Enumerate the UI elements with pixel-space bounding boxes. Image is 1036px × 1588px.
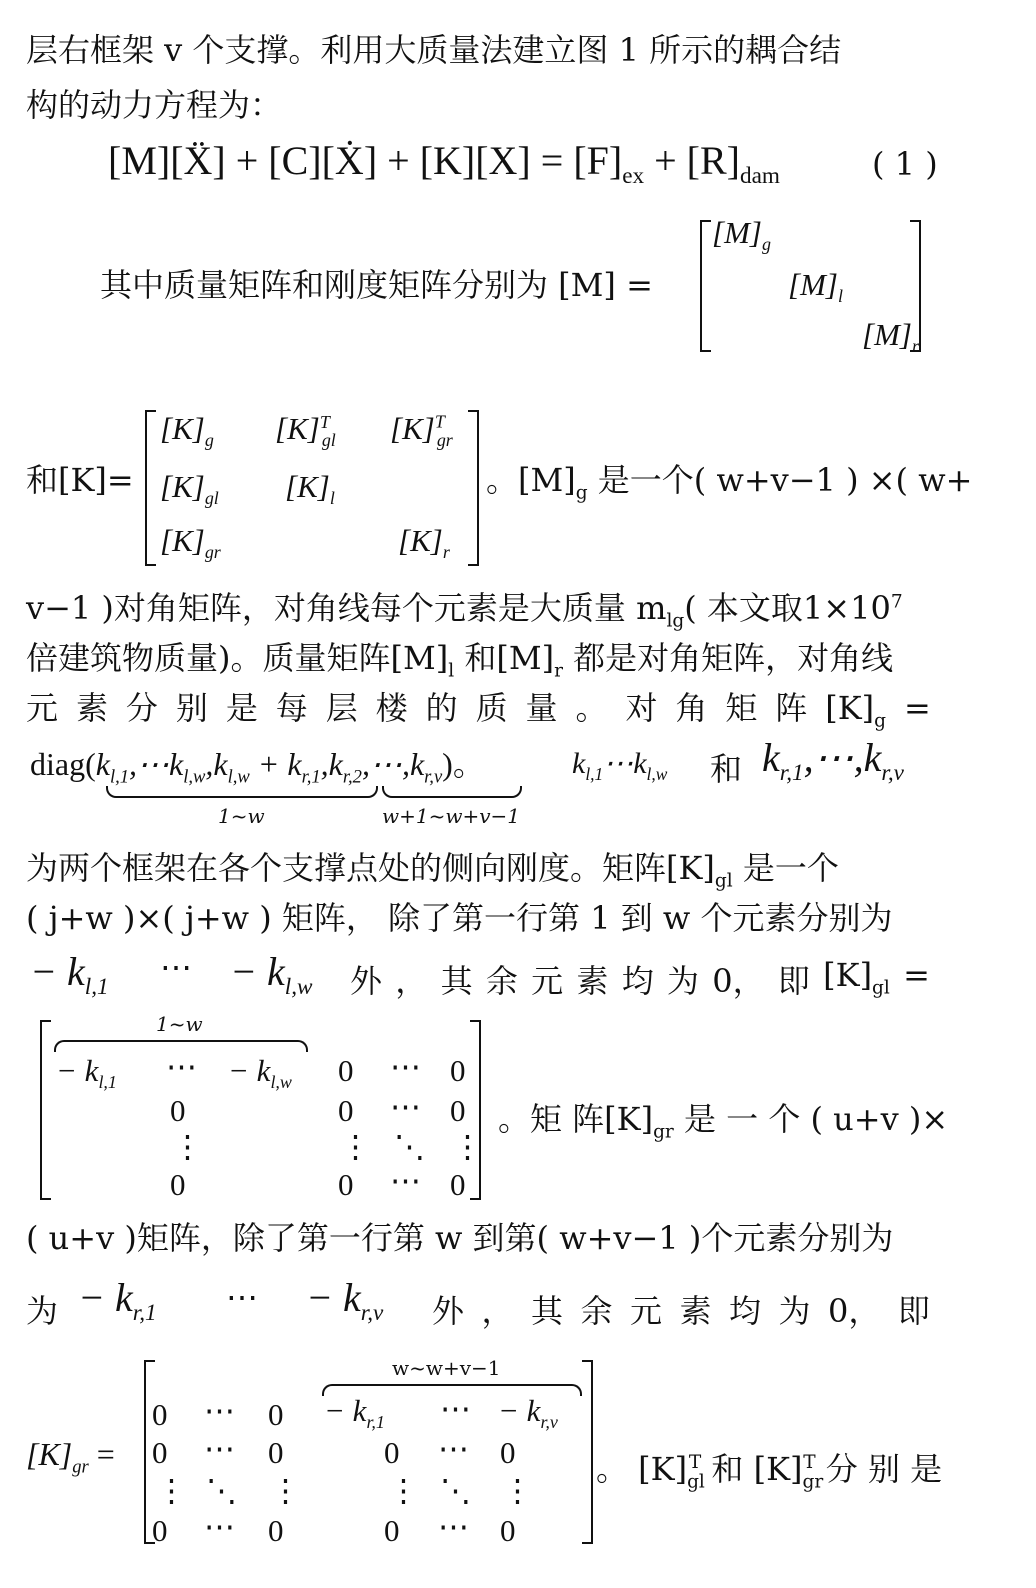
K-r1c1: $[K]_g$ bbox=[160, 411, 214, 451]
Kgr-r1-z2: 0 bbox=[268, 1397, 284, 1432]
Kgr-r3-v2: ⋮ bbox=[270, 1473, 301, 1508]
Kgr-r4-cdots: ⋯ bbox=[204, 1509, 235, 1544]
M-r-entry: $[M]_r$ bbox=[862, 317, 919, 357]
Kgr-r1-z1: 0 bbox=[152, 1397, 168, 1432]
Kgr-r3-ddots2: ⋱ bbox=[440, 1473, 471, 1508]
text-line-10: ( j+w )×( j+w ) 矩阵， 除了第一行第 1 到 w 个元素分别为 bbox=[26, 899, 893, 937]
line7-word-10: 量 bbox=[525, 689, 558, 727]
kl-sequence: $k_{l,1}\cdots k_{l,w}$ bbox=[572, 747, 668, 784]
Kgr-r2-z4: 0 bbox=[500, 1435, 516, 1470]
Kgl-r1-z1: 0 bbox=[338, 1053, 354, 1088]
text-line-7 bbox=[26, 688, 931, 732]
Kgr-r1-cdots: ⋯ bbox=[204, 1393, 235, 1428]
line14-word-9: 即 bbox=[897, 1292, 930, 1330]
K-matrix-after-text: 。$[M]_g$ 是一个( w+v−1 ) ×( w+ bbox=[486, 461, 973, 504]
diag-brace-1-label: 1~w bbox=[218, 804, 265, 828]
Kgl-r1-z2: 0 bbox=[450, 1053, 466, 1088]
Kgr-r2-z2: 0 bbox=[268, 1435, 284, 1470]
text-line-1: 层右框架 v 个支撑。利用大质量法建立图 1 所示的耦合结 bbox=[26, 31, 842, 69]
line14-word-2: 其 bbox=[531, 1292, 564, 1330]
Kgl-r3-v0: ⋮ bbox=[172, 1129, 203, 1164]
line11-word-4: 元 bbox=[531, 962, 564, 1000]
line14-word-3: 余 bbox=[580, 1292, 613, 1330]
Kgr-r2-cdots2: ⋯ bbox=[438, 1431, 469, 1466]
line7-word-8: 的 bbox=[425, 689, 458, 727]
line7-word-5: 每 bbox=[275, 689, 308, 727]
Kgl-right-bracket bbox=[470, 1020, 481, 1200]
line7-eq: = bbox=[903, 689, 931, 727]
line14-word-6: 均 bbox=[729, 1292, 762, 1330]
line11-word-3: 余 bbox=[485, 962, 518, 1000]
Kgr-r3-v4: ⋮ bbox=[502, 1473, 533, 1508]
Kgl-r4-z1: 0 bbox=[338, 1167, 354, 1202]
text-line-14-rest bbox=[432, 1286, 930, 1332]
neg-kr-1: − $k_{r,1}$ bbox=[78, 1275, 157, 1326]
eq1-sub-dam: dam bbox=[739, 163, 780, 189]
line11-eq: = bbox=[903, 956, 930, 994]
Kgl-r2-cdots: ⋯ bbox=[390, 1089, 421, 1124]
K-matrix-prefix: 和[K]= bbox=[26, 461, 134, 499]
line7-word-1: 素 bbox=[75, 689, 108, 727]
Kgr-r2-z1: 0 bbox=[152, 1435, 168, 1470]
K-matrix-right-bracket bbox=[468, 410, 479, 566]
Kgl-r4-cdots: ⋯ bbox=[390, 1163, 421, 1198]
line7-word-14: 矩 bbox=[725, 689, 758, 727]
line7-word-4: 是 bbox=[225, 689, 258, 727]
line14-word-5: 素 bbox=[679, 1292, 712, 1330]
diag-brace-2-label: w+1~w+v−1 bbox=[382, 804, 521, 828]
Kgr-r4-z2: 0 bbox=[268, 1513, 284, 1548]
Kgl-r3-ddots: ⋱ bbox=[394, 1129, 425, 1164]
K-r3c1: $[K]_{gr}$ bbox=[160, 523, 221, 563]
line11-word-6: 均 bbox=[621, 962, 654, 1000]
Kgr-r2-cdots: ⋯ bbox=[204, 1431, 235, 1466]
Kgr-a2: ⋯ bbox=[440, 1391, 471, 1426]
line7-word-3: 别 bbox=[175, 689, 208, 727]
line11-word-2: 其 bbox=[440, 962, 473, 1000]
equation-1 bbox=[108, 138, 780, 189]
line11-word-8: 0， bbox=[712, 962, 765, 1000]
Kgl-left-bracket bbox=[40, 1020, 51, 1200]
line11-word-1: ， bbox=[395, 962, 428, 1000]
Kgl-a3: − $k_{l,w}$ bbox=[228, 1053, 292, 1093]
neg-kr-dots: ⋯ bbox=[226, 1279, 258, 1315]
Kgr-label: $[K]_{gr}$ = bbox=[26, 1436, 115, 1478]
Kgl-r3-v1: ⋮ bbox=[340, 1129, 371, 1164]
line7-word-7: 楼 bbox=[375, 689, 408, 727]
M-l-entry: $[M]_l$ bbox=[788, 267, 843, 307]
Kgl-r2-z0: 0 bbox=[170, 1093, 186, 1128]
Kgr-r4-z3: 0 bbox=[384, 1513, 400, 1548]
Kgl-after-text: 。矩 阵$[K]_{gr}$ 是 一 个 ( u+v )× bbox=[498, 1100, 949, 1143]
final-text: 。 $[K]_{gl}^T$ 和 $[K]_{gr}^T$ 分 别 是 bbox=[596, 1450, 943, 1493]
Kgr-r3-v1: ⋮ bbox=[156, 1473, 187, 1508]
kr-sequence: $k_{r,1},\cdots,k_{r,v}$ bbox=[762, 735, 904, 786]
line7-word-0: 元 bbox=[26, 689, 59, 727]
M-g-entry: $[M]_g$ bbox=[712, 215, 771, 255]
he-text: 和 bbox=[710, 750, 743, 788]
text-line-9: 为两个框架在各个支撑点处的侧向刚度。矩阵$[K]_{gl}$ 是一个 bbox=[26, 849, 839, 892]
line11-end: $[K]_{gl}$ bbox=[823, 956, 890, 999]
Kgl-r2-z1: 0 bbox=[338, 1093, 354, 1128]
line7-word-9: 质 bbox=[475, 689, 508, 727]
eq1-sub-ex: ex bbox=[622, 163, 645, 189]
Kgr-r4-cdots2: ⋯ bbox=[438, 1509, 469, 1544]
Kgr-r4-z1: 0 bbox=[152, 1513, 168, 1548]
Kgr-right-bracket bbox=[582, 1360, 593, 1544]
diag-brace-1 bbox=[106, 786, 378, 798]
text-mass-stiffness-intro: 其中质量矩阵和刚度矩阵分别为 [M] = bbox=[100, 266, 653, 304]
equation-number-1: ( 1 ) bbox=[872, 145, 938, 183]
text-line-2: 构的动力方程为： bbox=[26, 86, 283, 124]
line14-word-1: ， bbox=[481, 1292, 514, 1330]
line11-word-5: 素 bbox=[576, 962, 609, 1000]
K-r1c3: $[K]^T_{gr}$ bbox=[390, 411, 453, 451]
K-matrix-left-bracket bbox=[145, 410, 156, 566]
Kgr-r3-ddots: ⋱ bbox=[206, 1473, 237, 1508]
Kgr-r3-v3: ⋮ bbox=[388, 1473, 419, 1508]
Kgl-r4-z0: 0 bbox=[170, 1167, 186, 1202]
neg-kr-v: − $k_{r,v}$ bbox=[306, 1275, 384, 1326]
line7-word-12: 对 bbox=[625, 689, 658, 727]
neg-kl-w: − $k_{l,w}$ bbox=[230, 949, 313, 1000]
eq1-lhs: [M][Ẍ] + [C][Ẋ] + [K][X] = [F] bbox=[108, 138, 623, 183]
neg-kl-dots: ⋯ bbox=[160, 949, 192, 985]
K-r2c1: $[K]_{gl}$ bbox=[160, 469, 219, 509]
K-r3c3: $[K]_r$ bbox=[398, 523, 450, 563]
Kgl-brace-label: 1~w bbox=[156, 1012, 203, 1036]
line7-word-6: 层 bbox=[325, 689, 358, 727]
eq1-mid: + [R] bbox=[644, 138, 740, 183]
line7-word-2: 分 bbox=[125, 689, 158, 727]
line14-word-7: 为 bbox=[778, 1292, 811, 1330]
text-line-6: 倍建筑物质量)。质量矩阵$[M]_l$ 和$[M]_r$ 都是对角矩阵，对角线 bbox=[26, 639, 894, 682]
Kgl-r3-v2: ⋮ bbox=[452, 1129, 483, 1164]
line7-word-15: 阵 bbox=[775, 689, 808, 727]
Kgl-a2: ⋯ bbox=[166, 1049, 197, 1084]
text-line-5: v−1 )对角矩阵，对角线每个元素是大质量 $m_{lg}$( 本文取$1\times 10^7$ bbox=[26, 589, 903, 632]
Kgl-r2-z2: 0 bbox=[450, 1093, 466, 1128]
Kgl-a1: − $k_{l,1}$ bbox=[56, 1053, 117, 1093]
line7-word-11: 。 bbox=[575, 689, 608, 727]
line11-word-9: 即 bbox=[777, 962, 810, 1000]
line7-word-13: 角 bbox=[675, 689, 708, 727]
diag-expression: $diag(k_{l,1},\cdots k_{l,w},k_{l,w}$ + $k_{r,1},k_{r,2},\cdots,k_{r,v}$)。 bbox=[30, 746, 485, 788]
Kgr-a1: − $k_{r,1}$ bbox=[324, 1393, 385, 1433]
line7-end: $[K]_g$ bbox=[825, 689, 886, 732]
K-r1c2: $[K]^T_{gl}$ bbox=[275, 411, 336, 451]
line11-word-0: 外 bbox=[350, 962, 383, 1000]
line11-word-7: 为 bbox=[666, 962, 699, 1000]
line14-word-4: 元 bbox=[630, 1292, 663, 1330]
text-line-11-rest bbox=[350, 956, 930, 1002]
line14-word-8: 0， bbox=[828, 1292, 881, 1330]
Kgr-r2-z3: 0 bbox=[384, 1435, 400, 1470]
Kgr-a3: − $k_{r,v}$ bbox=[498, 1393, 558, 1433]
text-line-13: ( u+v )矩阵，除了第一行第 w 到第( w+v−1 )个元素分别为 bbox=[26, 1219, 894, 1257]
neg-kl-1: − $k_{l,1}$ bbox=[30, 949, 109, 1000]
K-r2c2: $[K]_l$ bbox=[285, 469, 335, 509]
diag-brace-2 bbox=[382, 786, 522, 798]
M-matrix-left-bracket bbox=[700, 220, 711, 352]
line14-word-0: 外 bbox=[432, 1292, 465, 1330]
Kgr-brace-label: w~w+v−1 bbox=[392, 1356, 501, 1380]
Kgl-r1-cdots: ⋯ bbox=[390, 1049, 421, 1084]
Kgl-r4-z2: 0 bbox=[450, 1167, 466, 1202]
line14-wei: 为 bbox=[26, 1292, 59, 1330]
Kgr-r4-z4: 0 bbox=[500, 1513, 516, 1548]
